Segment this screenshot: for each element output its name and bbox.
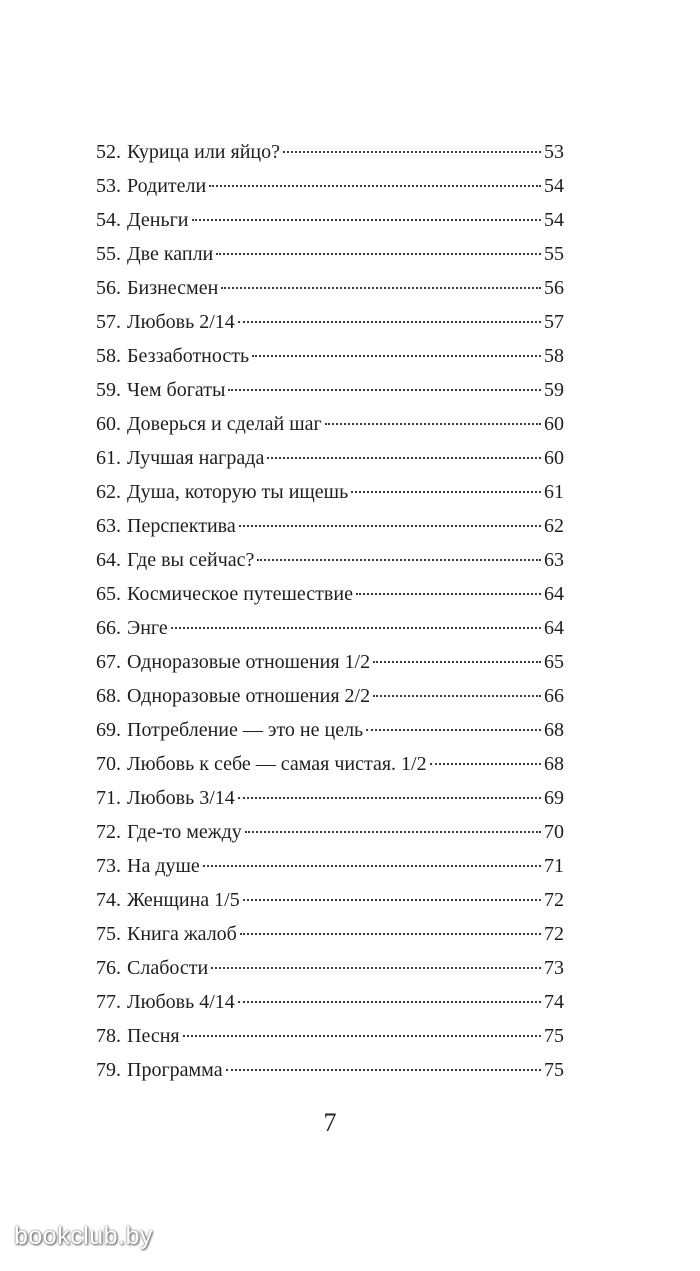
table-of-contents <box>96 135 564 1087</box>
dot-leader <box>239 525 541 527</box>
toc-entry-title: Перспектива <box>127 515 236 537</box>
toc-entry-page: 68 <box>544 753 564 775</box>
dot-leader <box>252 355 541 357</box>
toc-entry-page: 53 <box>544 141 564 163</box>
dot-leader <box>238 797 541 799</box>
toc-entry-title: Любовь к себе — самая чистая. 1/2 <box>127 753 427 775</box>
toc-entry-title: Душа, которую ты ищешь <box>127 481 349 503</box>
toc-entry-title: Доверься и сделай шаг <box>127 413 322 435</box>
toc-entry-number: 72. <box>96 821 121 843</box>
dot-leader <box>356 593 541 595</box>
toc-entry-number: 74. <box>96 889 121 911</box>
toc-entry-page: 74 <box>544 991 564 1013</box>
toc-entry-page: 65 <box>544 651 564 673</box>
toc-entry-title: Космическое путешествие <box>127 583 353 605</box>
toc-entry-title: Любовь 3/14 <box>127 787 235 809</box>
toc-entry-number: 63. <box>96 515 121 537</box>
toc-entry-number: 77. <box>96 991 121 1013</box>
toc-entry-page: 66 <box>544 685 564 707</box>
toc-entry-page: 62 <box>544 515 564 537</box>
toc-entry-page: 64 <box>544 583 564 605</box>
toc-entry <box>96 611 564 645</box>
dot-leader <box>216 253 541 255</box>
toc-entry-number: 69. <box>96 719 121 741</box>
toc-entry-title: Лучшая награда <box>127 447 265 469</box>
toc-entry <box>96 679 564 713</box>
toc-entry <box>96 407 564 441</box>
toc-entry-page: 71 <box>544 855 564 877</box>
toc-entry <box>96 951 564 985</box>
toc-entry-number: 65. <box>96 583 121 605</box>
dot-leader <box>228 389 541 391</box>
toc-entry-number: 57. <box>96 311 121 333</box>
toc-entry-number: 75. <box>96 923 121 945</box>
toc-entry-number: 52. <box>96 141 121 163</box>
toc-entry <box>96 543 564 577</box>
dot-leader <box>183 1035 541 1037</box>
toc-entry-number: 78. <box>96 1025 121 1047</box>
toc-entry-page: 72 <box>544 923 564 945</box>
toc-entry-title: Две капли <box>127 243 214 265</box>
toc-entry-number: 55. <box>96 243 121 265</box>
toc-entry <box>96 1019 564 1053</box>
toc-entry-number: 66. <box>96 617 121 639</box>
toc-entry-page: 70 <box>544 821 564 843</box>
toc-entry-title: Слабости <box>127 957 209 979</box>
toc-entry-number: 54. <box>96 209 121 231</box>
toc-entry-page: 54 <box>544 175 564 197</box>
toc-entry-page: 57 <box>544 311 564 333</box>
dot-leader <box>211 967 541 969</box>
dot-leader <box>351 491 541 493</box>
toc-entry-title: Любовь 2/14 <box>127 311 235 333</box>
toc-entry-page: 63 <box>544 549 564 571</box>
dot-leader <box>171 627 541 629</box>
dot-leader <box>192 219 542 221</box>
toc-entry-title: Энге <box>127 617 168 639</box>
toc-entry-title: Женщина 1/5 <box>127 889 240 911</box>
toc-entry-page: 54 <box>544 209 564 231</box>
toc-entry-page: 69 <box>544 787 564 809</box>
toc-entry-page: 56 <box>544 277 564 299</box>
toc-entry <box>96 305 564 339</box>
toc-entry <box>96 271 564 305</box>
toc-entry-title: Программа <box>127 1059 223 1081</box>
dot-leader <box>209 185 541 187</box>
toc-entry-number: 68. <box>96 685 121 707</box>
dot-leader <box>430 763 541 765</box>
toc-entry-page: 55 <box>544 243 564 265</box>
toc-entry-page: 75 <box>544 1025 564 1047</box>
toc-entry-number: 62. <box>96 481 121 503</box>
toc-entry <box>96 135 564 169</box>
toc-entry-page: 68 <box>544 719 564 741</box>
toc-entry-number: 59. <box>96 379 121 401</box>
toc-entry-title: Потребление — это не цель <box>127 719 364 741</box>
toc-entry-number: 76. <box>96 957 121 979</box>
toc-entry <box>96 1053 564 1087</box>
toc-entry <box>96 203 564 237</box>
toc-entry-title: Родители <box>127 175 207 197</box>
toc-entry-page: 60 <box>544 413 564 435</box>
toc-entry <box>96 985 564 1019</box>
toc-entry-title: Одноразовые отношения 1/2 <box>127 651 371 673</box>
dot-leader <box>203 865 541 867</box>
toc-entry <box>96 747 564 781</box>
dot-leader <box>257 559 541 561</box>
dot-leader <box>226 1069 541 1071</box>
toc-entry-title: Курица или яйцо? <box>127 141 280 163</box>
toc-entry-number: 71. <box>96 787 121 809</box>
toc-entry <box>96 339 564 373</box>
page-number: 7 <box>323 1108 337 1137</box>
toc-entry <box>96 475 564 509</box>
toc-entry <box>96 849 564 883</box>
dot-leader <box>325 423 541 425</box>
toc-entry <box>96 713 564 747</box>
toc-entry <box>96 917 564 951</box>
dot-leader <box>238 1001 541 1003</box>
toc-entry-title: Беззаботность <box>127 345 250 367</box>
watermark: bookclub.by <box>14 1222 153 1250</box>
toc-entry <box>96 509 564 543</box>
toc-entry-title: Чем богаты <box>127 379 226 401</box>
toc-entry-number: 60. <box>96 413 121 435</box>
dot-leader <box>238 321 541 323</box>
dot-leader <box>221 287 541 289</box>
toc-entry-title: Песня <box>127 1025 180 1047</box>
toc-entry-title: На душе <box>127 855 200 877</box>
dot-leader <box>245 831 541 833</box>
toc-entry-page: 64 <box>544 617 564 639</box>
toc-entry <box>96 441 564 475</box>
toc-entry-page: 58 <box>544 345 564 367</box>
toc-entry-title: Книга жалоб <box>127 923 237 945</box>
dot-leader <box>283 151 541 153</box>
toc-entry-page: 61 <box>544 481 564 503</box>
toc-entry-number: 56. <box>96 277 121 299</box>
dot-leader <box>243 899 541 901</box>
toc-entry-number: 61. <box>96 447 121 469</box>
toc-entry-number: 73. <box>96 855 121 877</box>
dot-leader <box>267 457 541 459</box>
toc-entry <box>96 237 564 271</box>
toc-entry-page: 72 <box>544 889 564 911</box>
toc-entry-title: Бизнесмен <box>127 277 219 299</box>
toc-entry-number: 64. <box>96 549 121 571</box>
dot-leader <box>373 661 541 663</box>
dot-leader <box>373 695 541 697</box>
toc-entry <box>96 781 564 815</box>
toc-entry-number: 70. <box>96 753 121 775</box>
toc-entry <box>96 373 564 407</box>
toc-entry <box>96 645 564 679</box>
toc-entry <box>96 169 564 203</box>
toc-entry <box>96 815 564 849</box>
toc-entry-title: Где вы сейчас? <box>127 549 255 571</box>
toc-entry-title: Одноразовые отношения 2/2 <box>127 685 371 707</box>
toc-entry-title: Любовь 4/14 <box>127 991 235 1013</box>
dot-leader <box>366 729 541 731</box>
toc-entry-page: 59 <box>544 379 564 401</box>
toc-entry-page: 60 <box>544 447 564 469</box>
toc-entry-page: 73 <box>544 957 564 979</box>
toc-entry-title: Деньги <box>127 209 189 231</box>
dot-leader <box>240 933 541 935</box>
toc-entry <box>96 577 564 611</box>
toc-entry-number: 67. <box>96 651 121 673</box>
toc-entry-number: 53. <box>96 175 121 197</box>
toc-entry-title: Где-то между <box>127 821 242 843</box>
toc-entry <box>96 883 564 917</box>
toc-entry-number: 58. <box>96 345 121 367</box>
toc-entry-number: 79. <box>96 1059 121 1081</box>
toc-entry-page: 75 <box>544 1059 564 1081</box>
